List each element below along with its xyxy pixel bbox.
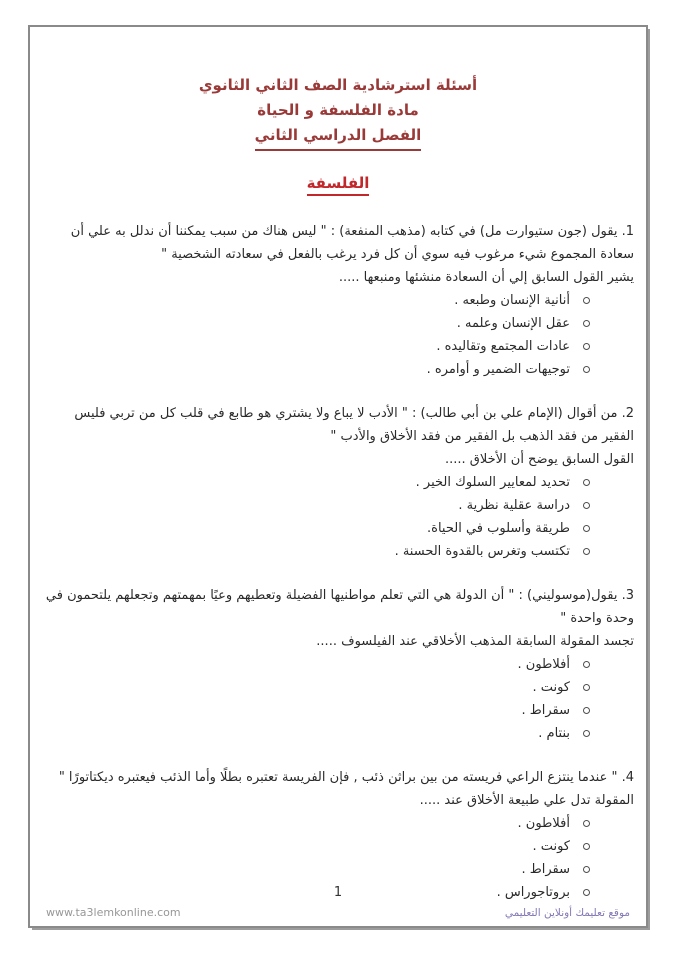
option-item xyxy=(42,335,590,358)
option-item xyxy=(42,835,590,858)
option-item xyxy=(42,653,590,676)
option-label: بنتام . xyxy=(538,726,570,741)
circle-bullet-icon xyxy=(583,548,590,555)
question-prompt: تجسد المقولة السابقة المذهب الأخلاقي عند الفيلسوف ..... xyxy=(316,634,634,649)
circle-bullet-icon xyxy=(583,297,590,304)
option-item xyxy=(42,358,590,381)
circle-bullet-icon xyxy=(583,502,590,509)
option-item xyxy=(42,699,590,722)
option-label: تكتسب وتغرس بالقدوة الحسنة . xyxy=(394,544,570,559)
circle-bullet-icon xyxy=(583,730,590,737)
option-item xyxy=(42,722,590,745)
option-label: دراسة عقلية نظرية . xyxy=(458,498,570,513)
option-label: أفلاطون . xyxy=(517,816,570,831)
option-label: تحديد لمعايير السلوك الخير . xyxy=(415,475,570,490)
option-label: عقل الإنسان وعلمه . xyxy=(456,316,570,331)
option-item xyxy=(42,540,590,563)
option-item xyxy=(42,812,590,835)
page-number: 1 xyxy=(333,885,343,900)
circle-bullet-icon xyxy=(583,866,590,873)
circle-bullet-icon xyxy=(583,843,590,850)
option-list xyxy=(42,471,590,563)
option-label: سقراط . xyxy=(521,862,570,877)
circle-bullet-icon xyxy=(583,479,590,486)
circle-bullet-icon xyxy=(583,684,590,691)
option-label: كونت . xyxy=(532,680,570,695)
question-text: 4. " عندما ينتزع الراعي فريسته من بين براثن ذئب , فإن الفريسة تعتبره بطلًا وأما الذئب فيعتبره ديكتاتورًا " xyxy=(58,770,634,785)
circle-bullet-icon xyxy=(583,661,590,668)
question-text: 1. يقول (جون ستيوارت مل) في كتابه (مذهب المنفعة) : " ليس هناك من سبب يمكننا أن ندلل به علي أن سعادة المجموع شيء مرغوب فيه سوي أن كل فرد يرغب بالفعل في سعادته الشخصية " xyxy=(70,224,634,262)
question-text: 2. من أقوال (الإمام علي بن أبي طالب) : " الأدب لا يباع ولا يشتري هو طابع في قلب كل من تربي فليس الفقير من فقد الذهب بل الفقير من فقد الأخلاق والأدب " xyxy=(74,406,634,444)
option-item xyxy=(42,312,590,335)
page-footer xyxy=(46,906,630,919)
option-label: عادات المجتمع وتقاليده . xyxy=(436,339,570,354)
circle-bullet-icon xyxy=(583,820,590,827)
circle-bullet-icon xyxy=(583,343,590,350)
option-label: أنانية الإنسان وطبعه . xyxy=(454,293,570,308)
section-title: الفلسفة xyxy=(42,173,634,196)
question-text: 3. يقول(موسوليني) : " أن الدولة هي التي تعلم مواطنيها الفضيلة وتعطيهم وعيًا بمهمتهم وتجعلهم يلتحمون في وحدة واحدة " xyxy=(45,588,634,626)
document-header xyxy=(42,73,634,151)
footer-site-name: موقع تعليمك أونلاين التعليمي xyxy=(504,907,630,919)
question-3 xyxy=(42,584,634,745)
option-label: أفلاطون . xyxy=(517,657,570,672)
page-border-frame xyxy=(28,25,648,928)
option-item xyxy=(42,289,590,312)
option-item xyxy=(42,517,590,540)
footer-website-url: www.ta3lemkonline.com xyxy=(46,906,181,919)
option-list xyxy=(42,289,590,381)
question-prompt: يشير القول السابق إلي أن السعادة منشئها ومنبعها ..... xyxy=(338,270,634,285)
option-item xyxy=(42,494,590,517)
option-list xyxy=(42,653,590,745)
option-label: سقراط . xyxy=(521,703,570,718)
circle-bullet-icon xyxy=(583,366,590,373)
circle-bullet-icon xyxy=(583,320,590,327)
page-content xyxy=(30,27,646,926)
option-item xyxy=(42,676,590,699)
header-line-grade: أسئلة استرشادية الصف الثاني الثانوي xyxy=(198,76,478,94)
circle-bullet-icon xyxy=(583,707,590,714)
option-item xyxy=(42,858,590,881)
option-label: بروتاجوراس . xyxy=(496,885,570,900)
option-label: كونت . xyxy=(532,839,570,854)
option-label: توجيهات الضمير و أوامره . xyxy=(426,362,570,377)
header-line-subject: مادة الفلسفة و الحياة xyxy=(257,101,419,119)
header-line-semester: الفصل الدراسي الثاني xyxy=(42,123,634,151)
option-item xyxy=(42,471,590,494)
question-prompt: القول السابق يوضح أن الأخلاق ..... xyxy=(444,452,634,467)
questions-list xyxy=(42,220,634,904)
question-4 xyxy=(42,766,634,904)
question-1 xyxy=(42,220,634,381)
question-2 xyxy=(42,402,634,563)
question-prompt: المقولة تدل علي طبيعة الأخلاق عند ..... xyxy=(419,793,634,808)
option-label: طريقة وأسلوب في الحياة. xyxy=(427,521,570,536)
circle-bullet-icon xyxy=(583,525,590,532)
